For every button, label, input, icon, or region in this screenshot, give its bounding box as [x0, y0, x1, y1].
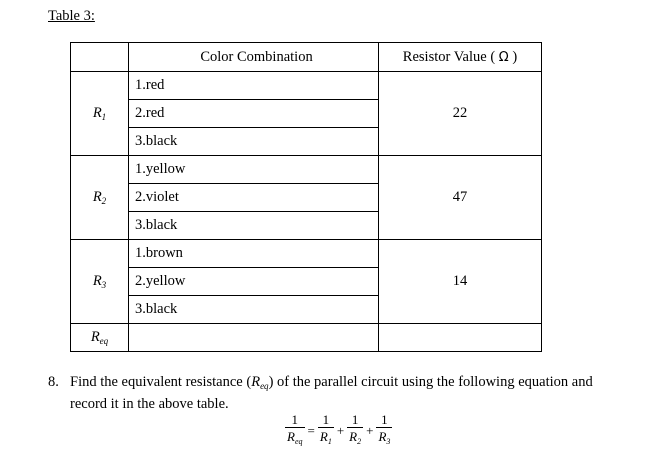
resistor-label-r3	[71, 240, 129, 324]
question-8	[48, 373, 628, 413]
fraction-numerator: 1	[291, 412, 298, 427]
header-resistor-value-suffix: )	[512, 48, 518, 65]
table-row-req	[71, 324, 542, 352]
fraction-numerator: 1	[351, 412, 359, 427]
denominator-main: R	[378, 429, 387, 444]
resistor-label-sub: 1	[101, 112, 107, 122]
band-cell: 3.black	[129, 212, 379, 240]
band-cell: 1.yellow	[129, 156, 379, 184]
resistor-label-r2	[71, 156, 129, 240]
denominator-sub: 3	[386, 437, 391, 446]
denominator-sub: eq	[294, 437, 303, 446]
header-color-combination: Color Combination	[129, 43, 379, 72]
band-cell: 1.brown	[129, 240, 379, 268]
denominator-main: R	[287, 429, 295, 444]
question-symbol-main: R	[251, 374, 261, 390]
resistor-label-req	[71, 324, 129, 352]
equation-term-fraction	[347, 412, 363, 450]
band-cell: 1.red	[129, 72, 379, 100]
denominator-sub: 1	[327, 437, 332, 446]
equals-sign: =	[307, 423, 315, 438]
fraction-denominator	[318, 428, 334, 450]
band-cell: 3.black	[129, 128, 379, 156]
fraction-denominator	[376, 428, 392, 450]
resistor-value-r2: 47	[379, 156, 542, 240]
resistor-label-main: R	[90, 329, 100, 345]
band-cell: 3.black	[129, 296, 379, 324]
question-symbol-sub: eq	[260, 381, 269, 391]
resistor-label-sub: 3	[101, 280, 107, 290]
resistor-label-sub: 2	[101, 196, 107, 206]
plus-sign: +	[336, 423, 345, 438]
plus-sign: +	[366, 423, 374, 438]
denominator-main: R	[319, 429, 328, 444]
table-row	[71, 240, 542, 268]
resistor-label-r1	[71, 72, 129, 156]
resistor-table	[70, 42, 542, 352]
equation-term-fraction	[318, 412, 334, 450]
table-row	[71, 72, 542, 100]
table-row	[71, 156, 542, 184]
fraction-denominator	[347, 428, 363, 450]
fraction-numerator: 1	[322, 412, 330, 427]
resistor-label-sub: eq	[99, 336, 109, 346]
ohm-symbol: Ω	[498, 49, 509, 65]
denominator-main: R	[349, 429, 358, 444]
fraction-denominator	[285, 428, 305, 450]
header-resistor-value	[379, 43, 542, 72]
band-cell: 2.red	[129, 100, 379, 128]
resistor-label-main: R	[92, 105, 102, 121]
parallel-resistance-equation	[283, 412, 394, 450]
fraction-numerator: 1	[381, 412, 388, 427]
table-header-row	[71, 43, 542, 72]
question-text-after: ) of the parallel circuit using the following equation and record it in the above table.	[70, 374, 593, 412]
band-cell: 2.yellow	[129, 268, 379, 296]
resistor-value-r3: 14	[379, 240, 542, 324]
denominator-sub: 2	[357, 437, 362, 446]
table-caption: Table 3:	[48, 8, 95, 24]
header-resistor-value-prefix: Resistor Value (	[402, 48, 496, 65]
question-text-before: Find the equivalent resistance (	[70, 374, 252, 390]
equation-term-fraction	[376, 412, 392, 450]
req-value-cell	[379, 324, 542, 352]
band-cell: 2.violet	[129, 184, 379, 212]
resistor-value-r1: 22	[379, 72, 542, 156]
resistor-label-main: R	[92, 273, 102, 289]
req-color-cell	[129, 324, 379, 352]
question-number: 8.	[48, 374, 59, 390]
resistor-label-main: R	[92, 189, 102, 205]
question-text	[70, 373, 628, 413]
equation-lhs-fraction	[285, 412, 305, 450]
header-empty-cell	[71, 43, 129, 72]
